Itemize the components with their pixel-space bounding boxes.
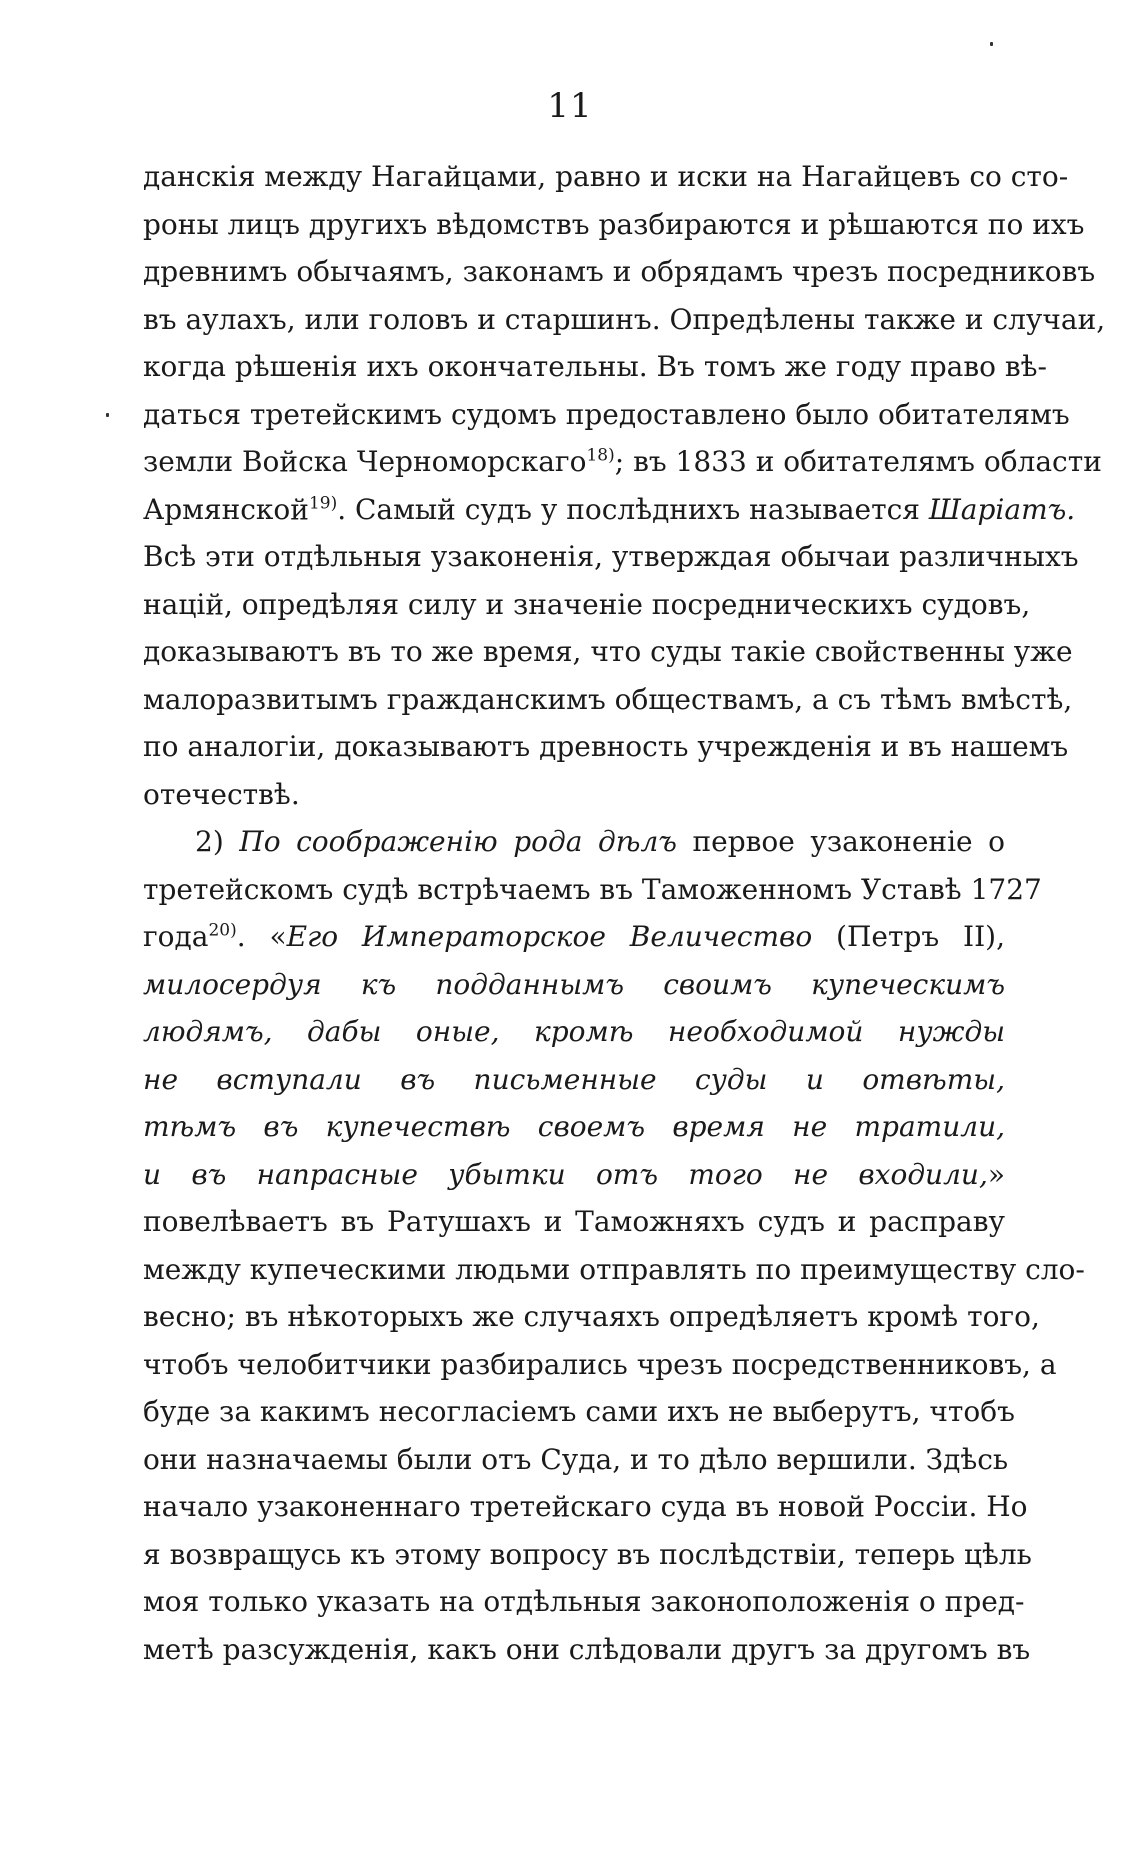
text-line bbox=[143, 581, 1031, 629]
text-line bbox=[143, 818, 1005, 866]
text-line bbox=[143, 1198, 1005, 1246]
italic-text: милосердуя къ подданнымъ своимъ купеческимъ bbox=[143, 967, 1005, 1001]
text-segment: отечествѣ. bbox=[143, 777, 300, 811]
text-segment: первое узаконеніе о bbox=[676, 825, 1006, 858]
text-segment: 2) bbox=[195, 825, 240, 858]
text-segment: по аналогіи, доказываютъ древность учрежденія и въ нашемъ bbox=[143, 730, 1069, 763]
text-segment: начало узаконеннаго третейскаго суда въ новой Россіи. Но bbox=[143, 1490, 1028, 1523]
text-line bbox=[143, 723, 1069, 771]
footnote-ref: 19) bbox=[308, 493, 338, 514]
text-segment: націй, опредѣляя силу и значеніе посредническихъ судовъ, bbox=[143, 587, 1031, 621]
text-segment: роны лицъ другихъ вѣдомствъ разбираются и рѣшаются по ихъ bbox=[143, 207, 1085, 241]
text-line bbox=[143, 1341, 1057, 1389]
text-segment: когда рѣшенія ихъ окончательны. Въ томъ же году право вѣ- bbox=[143, 350, 1047, 383]
text-line bbox=[143, 296, 1106, 344]
body-text bbox=[143, 153, 1106, 1673]
footnote-ref: 18) bbox=[586, 445, 615, 466]
text-line bbox=[143, 343, 1047, 391]
text-segment: (Петръ II), bbox=[812, 920, 1005, 953]
text-line bbox=[143, 533, 1079, 581]
italic-text: По соображенію рода дѣлъ bbox=[239, 825, 677, 858]
text-line bbox=[143, 1388, 1015, 1436]
italic-text: и въ напрасные убытки отъ того не входили, bbox=[143, 1157, 988, 1191]
text-segment: доказываютъ въ то же время, что суды такіе свойственны уже bbox=[143, 635, 1073, 668]
italic-text: не вступали въ письменные суды и отвѣты, bbox=[143, 1062, 1005, 1096]
text-segment: третейскомъ судѣ встрѣчаемъ въ Таможенномъ Уставѣ 1727 bbox=[143, 872, 1042, 906]
text-line bbox=[143, 866, 1042, 914]
text-segment: буде за какимъ несогласіемъ сами ихъ не выберутъ, чтобъ bbox=[143, 1395, 1015, 1428]
text-segment: повелѣваетъ въ Ратушахъ и Таможняхъ судъ и расправу bbox=[143, 1205, 1005, 1238]
text-line bbox=[143, 1436, 1009, 1484]
text-segment: моя только указать на отдѣльныя законоположенія о пред- bbox=[143, 1585, 1025, 1618]
text-line bbox=[143, 961, 1005, 1009]
text-segment: Армянской bbox=[143, 492, 309, 526]
text-line bbox=[143, 391, 1070, 439]
text-line bbox=[143, 1056, 1005, 1104]
text-segment: даться третейскимъ судомъ предоставлено было обитателямъ bbox=[143, 397, 1070, 431]
text-line bbox=[143, 1531, 1032, 1579]
scan-speck bbox=[106, 413, 109, 417]
text-segment: Всѣ эти отдѣльныя узаконенія, утверждая обычаи различныхъ bbox=[143, 540, 1079, 573]
text-segment: земли Войска Черноморскаго bbox=[143, 445, 587, 478]
italic-text: Шаріатъ. bbox=[928, 492, 1076, 526]
text-segment: данскія между Нагайцами, равно и иски на Нагайцевъ со сто- bbox=[143, 160, 1069, 193]
text-line bbox=[143, 628, 1073, 676]
text-segment: малоразвитымъ гражданскимъ обществамъ, а съ тѣмъ вмѣстѣ, bbox=[143, 682, 1073, 716]
scan-speck bbox=[990, 42, 993, 46]
text-segment: между купеческими людьми отправлять по преимуществу сло- bbox=[143, 1252, 1085, 1286]
text-segment: . « bbox=[236, 920, 287, 953]
text-segment: весно; въ нѣкоторыхъ же случаяхъ опредѣляетъ кромѣ того, bbox=[143, 1300, 1040, 1333]
text-line bbox=[143, 676, 1073, 724]
text-line bbox=[143, 1008, 1005, 1056]
text-segment: я возвращусь къ этому вопросу въ послѣдствіи, теперь цѣль bbox=[143, 1537, 1032, 1571]
text-line bbox=[143, 1626, 1031, 1674]
text-segment: метѣ разсужденія, какъ они слѣдовали другъ за другомъ въ bbox=[143, 1632, 1031, 1666]
text-line bbox=[143, 1578, 1025, 1626]
text-line bbox=[143, 1293, 1040, 1341]
text-line bbox=[143, 1483, 1028, 1531]
italic-text: людямъ, дабы оные, кромѣ необходимой нужды bbox=[143, 1015, 1005, 1048]
text-segment: въ аулахъ, или головъ и старшинъ. Опредѣлены также и случаи, bbox=[143, 302, 1106, 336]
text-line bbox=[143, 1103, 1005, 1151]
footnote-ref: 20) bbox=[208, 920, 237, 941]
text-line bbox=[143, 153, 1069, 201]
text-line bbox=[143, 438, 1102, 486]
text-line bbox=[143, 486, 1076, 534]
text-segment: . Самый судъ у послѣднихъ называется bbox=[337, 492, 929, 526]
text-line bbox=[143, 913, 1005, 961]
text-line bbox=[143, 1151, 1005, 1199]
text-segment: года bbox=[143, 920, 209, 953]
text-segment: ; въ 1833 и обитателямъ области bbox=[614, 445, 1102, 478]
text-segment: чтобъ челобитчики разбирались чрезъ посредственниковъ, а bbox=[143, 1347, 1057, 1381]
text-segment: » bbox=[987, 1157, 1005, 1191]
text-line bbox=[143, 771, 1005, 819]
page-number: 11 bbox=[547, 86, 593, 126]
italic-text: Его Императорское Величество bbox=[286, 920, 813, 953]
text-segment: древнимъ обычаямъ, законамъ и обрядамъ чрезъ посредниковъ bbox=[143, 255, 1096, 288]
text-segment: они назначаемы были отъ Суда, и то дѣло вершили. Здѣсь bbox=[143, 1442, 1009, 1476]
text-line bbox=[143, 1246, 1085, 1294]
text-line bbox=[143, 201, 1085, 249]
text-line bbox=[143, 248, 1096, 296]
italic-text: тѣмъ въ купечествѣ своемъ время не тратили, bbox=[143, 1110, 1005, 1143]
